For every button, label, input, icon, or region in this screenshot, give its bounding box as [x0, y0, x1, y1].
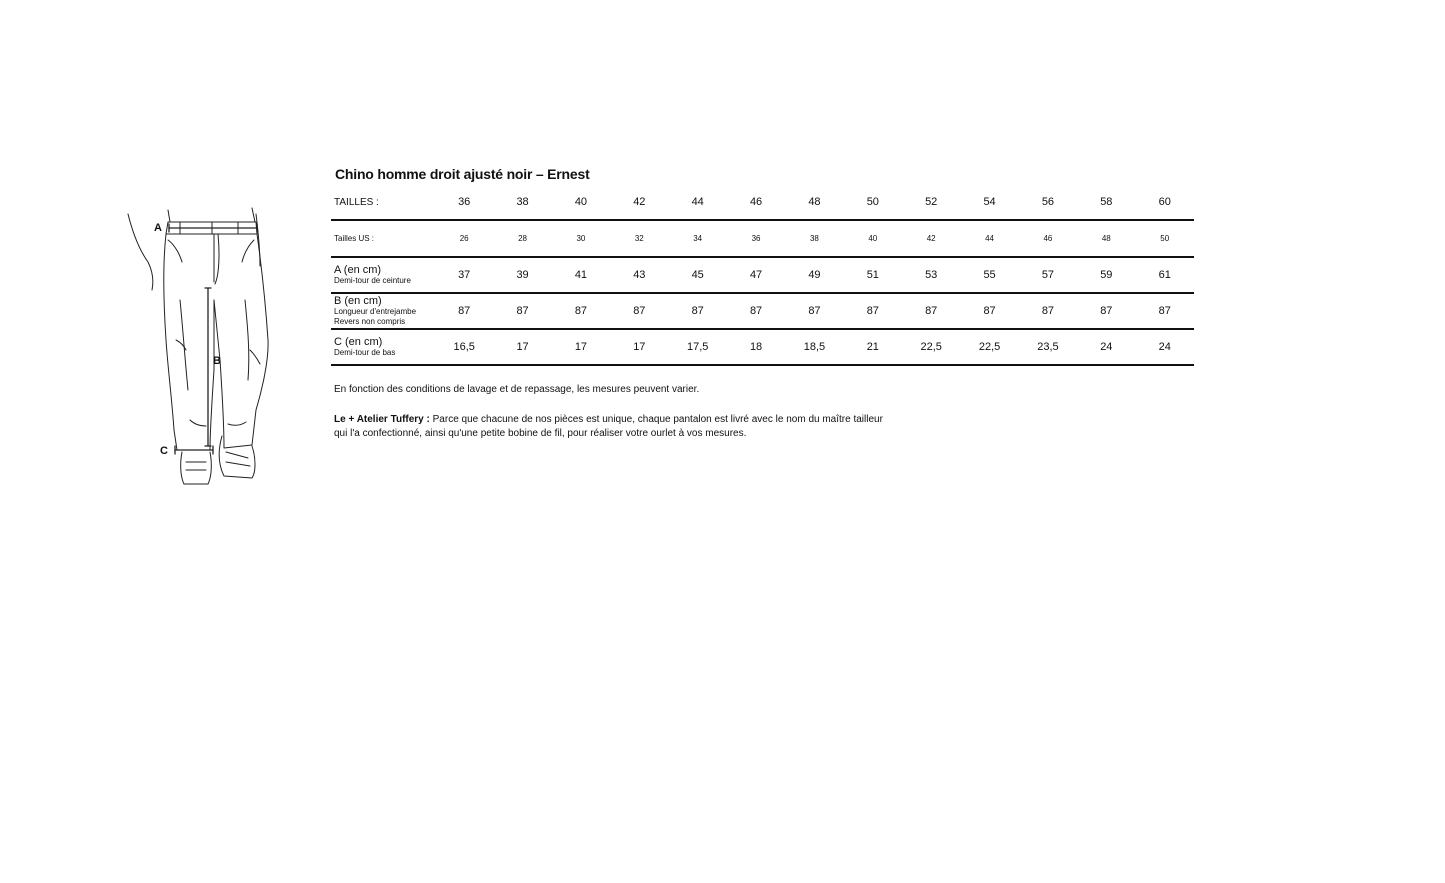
size-header-cell: 50	[844, 185, 902, 220]
measurement-value-cell: 87	[902, 293, 960, 329]
us-sizes-row	[331, 220, 1194, 257]
measurement-description: Revers non compris	[334, 317, 406, 326]
atelier-note-heading: Le + Atelier Tuffery :	[334, 414, 430, 425]
measurement-value-cell: 17	[610, 329, 668, 365]
us-size-cell: 50	[1136, 220, 1195, 257]
measure-label-a: A	[154, 222, 162, 234]
measurement-row	[331, 293, 1194, 329]
size-header-cell: 42	[610, 185, 668, 220]
measurement-value-cell: 22,5	[960, 329, 1018, 365]
measurement-value-cell: 24	[1077, 329, 1135, 365]
us-size-cell: 40	[844, 220, 902, 257]
measurement-value-cell: 39	[493, 257, 551, 293]
measurement-value-cell: 43	[610, 257, 668, 293]
measurement-description: Demi-tour de bas	[334, 348, 396, 357]
us-size-cell: 28	[493, 220, 551, 257]
us-size-cell: 34	[669, 220, 727, 257]
size-header-cell: 44	[669, 185, 727, 220]
measurement-value-cell: 24	[1136, 329, 1195, 365]
us-size-cell: 44	[960, 220, 1018, 257]
measurement-value-cell: 16,5	[435, 329, 493, 365]
us-sizes-label: Tailles US :	[331, 220, 435, 257]
size-header-cell: 54	[960, 185, 1018, 220]
measurement-row-label	[331, 329, 435, 365]
measurement-value-cell: 61	[1136, 257, 1195, 293]
atelier-note-text: Parce que chacune de nos pièces est unique, chaque pantalon est livré avec le nom du maître tailleur qui l'a confectionné, ainsi qu'une petite bobine de fil, pour réaliser votre ourlet à vos mesures.	[334, 414, 883, 439]
measurement-value-cell: 51	[844, 257, 902, 293]
measurement-value-cell: 87	[1019, 293, 1077, 329]
measurement-value-cell: 23,5	[1019, 329, 1077, 365]
measurement-value-cell: 87	[610, 293, 668, 329]
size-header-cell: 60	[1136, 185, 1195, 220]
measure-label-c: C	[160, 445, 168, 457]
us-size-cell: 36	[727, 220, 785, 257]
page-title: Chino homme droit ajusté noir – Ernest	[335, 166, 590, 182]
us-size-cell: 48	[1077, 220, 1135, 257]
measurement-value-cell: 37	[435, 257, 493, 293]
care-note: En fonction des conditions de lavage et de repassage, les mesures peuvent varier.	[334, 384, 700, 395]
measurement-label: C (en cm)	[334, 336, 383, 348]
size-header-cell: 38	[493, 185, 551, 220]
atelier-note	[334, 413, 894, 441]
measurement-value-cell: 55	[960, 257, 1018, 293]
size-header-cell: 56	[1019, 185, 1077, 220]
us-size-cell: 26	[435, 220, 493, 257]
measurement-value-cell: 47	[727, 257, 785, 293]
measurement-row-label	[331, 257, 435, 293]
measure-label-b: B	[213, 355, 221, 367]
measurement-value-cell: 22,5	[902, 329, 960, 365]
measurement-value-cell: 49	[785, 257, 843, 293]
measurement-value-cell: 57	[1019, 257, 1077, 293]
measurement-value-cell: 17	[493, 329, 551, 365]
us-size-cell: 32	[610, 220, 668, 257]
measurement-value-cell: 21	[844, 329, 902, 365]
measurement-value-cell: 59	[1077, 257, 1135, 293]
measurement-value-cell: 41	[552, 257, 610, 293]
measurement-value-cell: 87	[493, 293, 551, 329]
measurement-row-label	[331, 293, 435, 329]
size-header-cell: 46	[727, 185, 785, 220]
measurement-value-cell: 87	[727, 293, 785, 329]
measurement-value-cell: 87	[1136, 293, 1195, 329]
measurement-value-cell: 53	[902, 257, 960, 293]
trousers-illustration	[120, 200, 280, 500]
measurement-row	[331, 329, 1194, 365]
size-header-cell: 40	[552, 185, 610, 220]
measurement-value-cell: 17	[552, 329, 610, 365]
us-size-cell: 30	[552, 220, 610, 257]
measurement-value-cell: 87	[669, 293, 727, 329]
measurement-description: Demi-tour de ceinture	[334, 276, 411, 285]
measurement-label: A (en cm)	[334, 264, 382, 276]
measurement-value-cell: 87	[785, 293, 843, 329]
size-chart-table	[331, 185, 1194, 366]
sizes-header-row	[331, 185, 1194, 220]
measurement-value-cell: 18	[727, 329, 785, 365]
measurement-value-cell: 45	[669, 257, 727, 293]
sizes-header-label: TAILLES :	[331, 185, 435, 220]
measurement-value-cell: 17,5	[669, 329, 727, 365]
us-size-cell: 38	[785, 220, 843, 257]
measurement-value-cell: 87	[844, 293, 902, 329]
measurement-value-cell: 18,5	[785, 329, 843, 365]
measurement-value-cell: 87	[960, 293, 1018, 329]
measurement-row	[331, 257, 1194, 293]
size-header-cell: 52	[902, 185, 960, 220]
measurement-value-cell: 87	[552, 293, 610, 329]
measurement-label: B (en cm)	[334, 295, 382, 307]
us-size-cell: 46	[1019, 220, 1077, 257]
size-header-cell: 36	[435, 185, 493, 220]
measurement-value-cell: 87	[1077, 293, 1135, 329]
size-header-cell: 48	[785, 185, 843, 220]
measurement-value-cell: 87	[435, 293, 493, 329]
us-size-cell: 42	[902, 220, 960, 257]
size-header-cell: 58	[1077, 185, 1135, 220]
measurement-description: Longueur d'entrejambe	[334, 307, 417, 316]
